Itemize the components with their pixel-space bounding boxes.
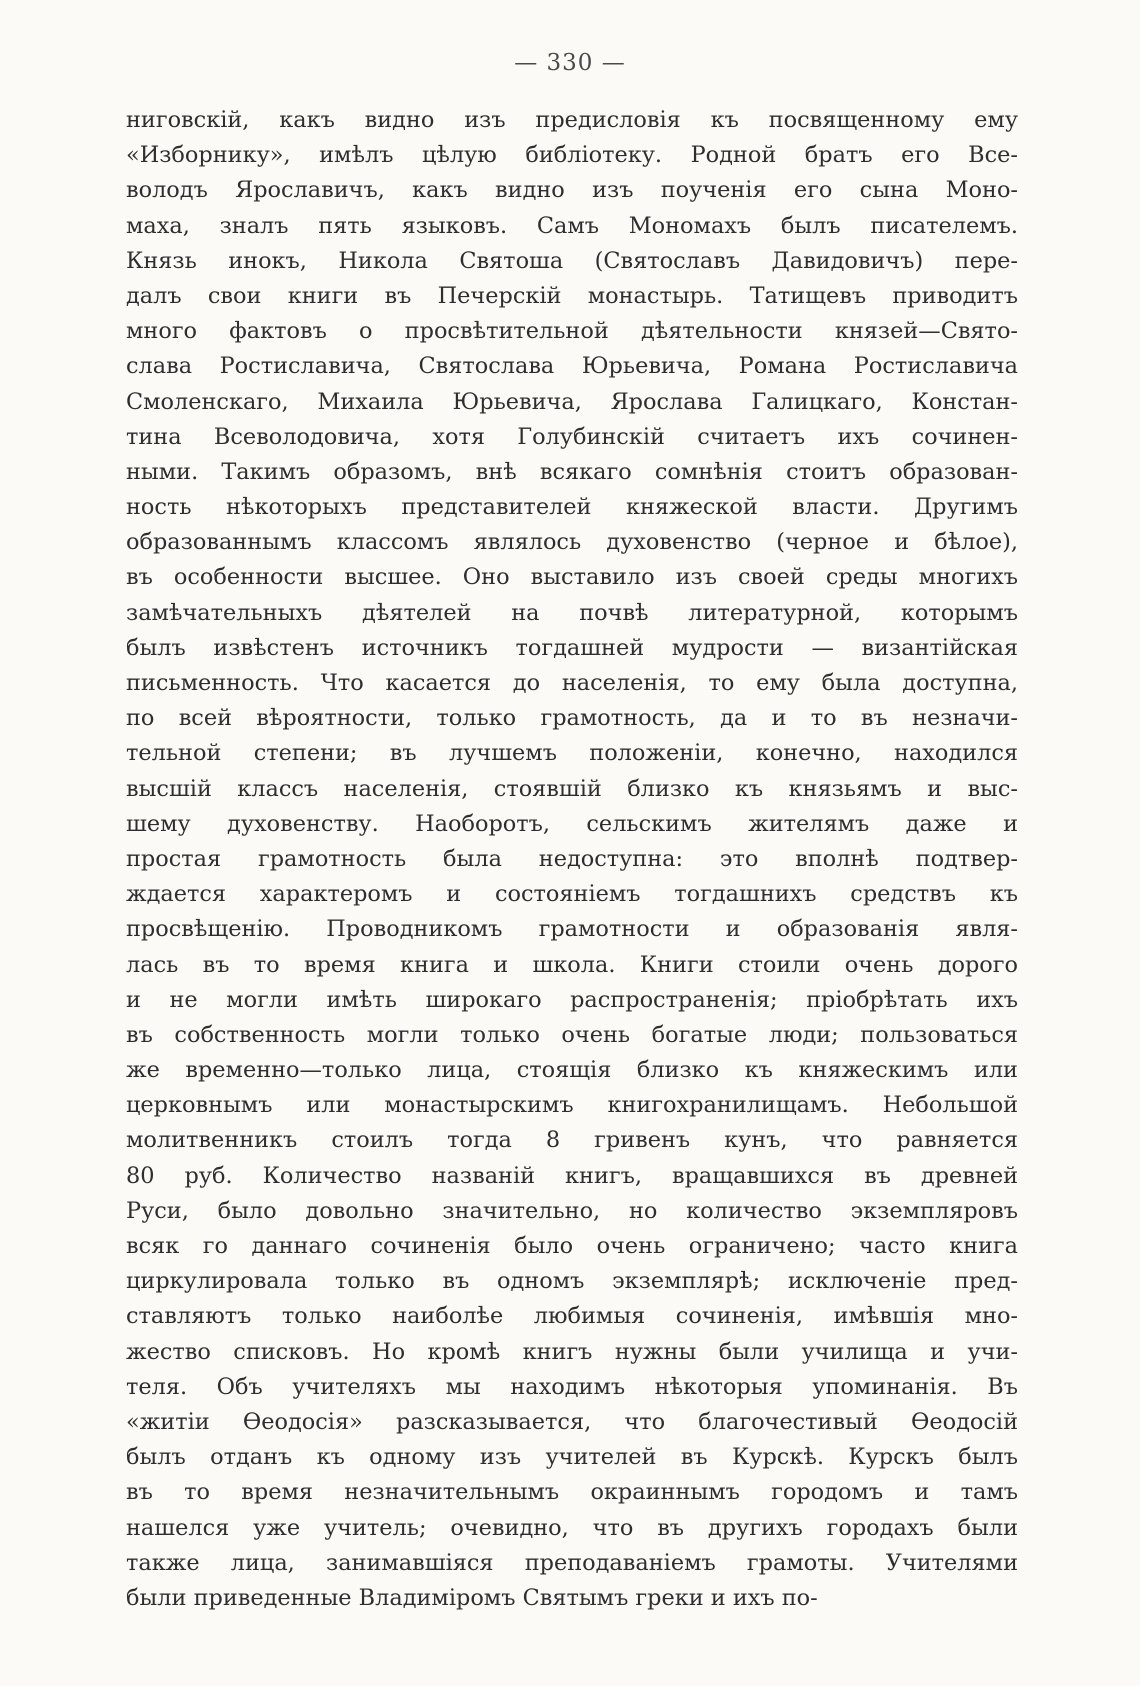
text-line: по всей вѣроятности, только грамотность, да и то въ незначи- bbox=[126, 705, 1018, 732]
text-line: просвѣщенію. Проводникомъ грамотности и образованія явля- bbox=[126, 916, 1018, 943]
text-line: «Изборнику», имѣлъ цѣлую библіотеку. Родной братъ его Все- bbox=[126, 142, 1018, 169]
text-line: и не могли имѣть широкаго распространенія; пріобрѣтать ихъ bbox=[126, 986, 1018, 1013]
text-line: ставляютъ только наиболѣе любимыя сочиненія, имѣвшія мно- bbox=[126, 1303, 1018, 1330]
text-line: были приведенные Владиміромъ Святымъ греки и ихъ по- bbox=[126, 1584, 818, 1611]
text-line: же временно—только лица, стоящія близко къ княжескимъ или bbox=[126, 1057, 1018, 1084]
text-line: ждается характеромъ и состояніемъ тогдашнихъ средствъ къ bbox=[126, 881, 1018, 908]
text-line: въ особенности высшее. Оно выставило изъ своей среды многихъ bbox=[126, 564, 1018, 591]
text-line: слава Ростиславича, Святослава Юрьевича, Романа Ростиславича bbox=[126, 353, 1018, 380]
text-line: 80 руб. Количество названій книгъ, вращавшихся въ древней bbox=[126, 1162, 1018, 1189]
text-line: въ то время незначительнымъ окраиннымъ городомъ и тамъ bbox=[126, 1479, 1018, 1506]
text-line: образованнымъ классомъ являлось духовенство (черное и бѣлое), bbox=[126, 529, 1018, 556]
text-line: тина Всеволодовича, хотя Голубинскій считаетъ ихъ сочинен- bbox=[126, 423, 1018, 450]
text-line: теля. Объ учителяхъ мы находимъ нѣкоторыя упоминанія. Въ bbox=[126, 1373, 1018, 1400]
text-line: въ собственность могли только очень богатые люди; пользоваться bbox=[126, 1021, 1018, 1048]
page-number: — 330 — bbox=[514, 50, 626, 76]
text-line: простая грамотность была недоступна: это вполнѣ подтвер- bbox=[126, 845, 1018, 872]
text-line: далъ свои книги въ Печерскій монастырь. Татищевъ приводитъ bbox=[126, 282, 1018, 309]
text-line: Князь инокъ, Никола Святоша (Святославъ Давидовичъ) пере- bbox=[126, 247, 1018, 274]
text-line: шему духовенству. Наоборотъ, сельскимъ жителямъ даже и bbox=[126, 810, 1018, 837]
text-line: тельной степени; въ лучшемъ положеніи, конечно, находился bbox=[126, 740, 1018, 767]
text-line: нашелся уже учитель; очевидно, что въ другихъ городахъ были bbox=[126, 1514, 1018, 1541]
text-line: ниговскій, какъ видно изъ предисловія къ посвященному ему bbox=[126, 107, 1018, 133]
text-line: ными. Такимъ образомъ, внѣ всякаго сомнѣнія стоитъ образован- bbox=[126, 458, 1018, 485]
text-line: церковнымъ или монастырскимъ книгохранилищамъ. Небольшой bbox=[126, 1092, 1018, 1119]
text-line: циркулировала только въ одномъ экземплярѣ; исключеніе пред- bbox=[126, 1268, 1018, 1295]
text-line: лась въ то время книга и школа. Книги стоили очень дорого bbox=[126, 951, 1018, 978]
text-line: «житіи Өеодосія» разсказывается, что благочестивый Өеодосій bbox=[126, 1408, 1018, 1435]
text-line: молитвенникъ стоилъ тогда 8 гривенъ кунъ, что равняется bbox=[126, 1127, 1018, 1154]
text-line: былъ отданъ къ одному изъ учителей въ Курскѣ. Курскъ былъ bbox=[126, 1444, 1018, 1471]
text-line: маха, зналъ пять языковъ. Самъ Мономахъ былъ писателемъ. bbox=[126, 212, 1018, 239]
text-line: также лица, занимавшіяся преподаваніемъ грамоты. Учителями bbox=[126, 1549, 1018, 1576]
text-line: Смоленскаго, Михаила Юрьевича, Ярослава Галицкаго, Констан- bbox=[126, 388, 1018, 415]
text-line: ность нѣкоторыхъ представителей княжеской власти. Другимъ bbox=[126, 494, 1018, 521]
text-line: замѣчательныхъ дѣятелей на почвѣ литературной, которымъ bbox=[126, 599, 1018, 626]
text-line: Руси, было довольно значительно, но количество экземпляровъ bbox=[126, 1197, 1018, 1224]
body-text bbox=[126, 103, 1018, 1616]
text-line: володъ Ярославичъ, какъ видно изъ поученія его сына Моно- bbox=[126, 177, 1018, 204]
text-line: всяк го даннаго сочиненія было очень ограничено; часто книга bbox=[126, 1233, 1018, 1259]
text-line: жество списковъ. Но кромѣ книгъ нужны были училища и учи- bbox=[126, 1338, 1018, 1365]
text-line: письменность. Что касается до населенія, то ему была доступна, bbox=[126, 670, 1018, 696]
text-line: много фактовъ о просвѣтительной дѣятельности князей—Свято- bbox=[126, 318, 1018, 345]
text-line: былъ извѣстенъ источникъ тогдашней мудрости — византійская bbox=[126, 634, 1018, 661]
text-line: высшій классъ населенія, стоявшій близко къ князьямъ и выс- bbox=[126, 775, 1018, 802]
